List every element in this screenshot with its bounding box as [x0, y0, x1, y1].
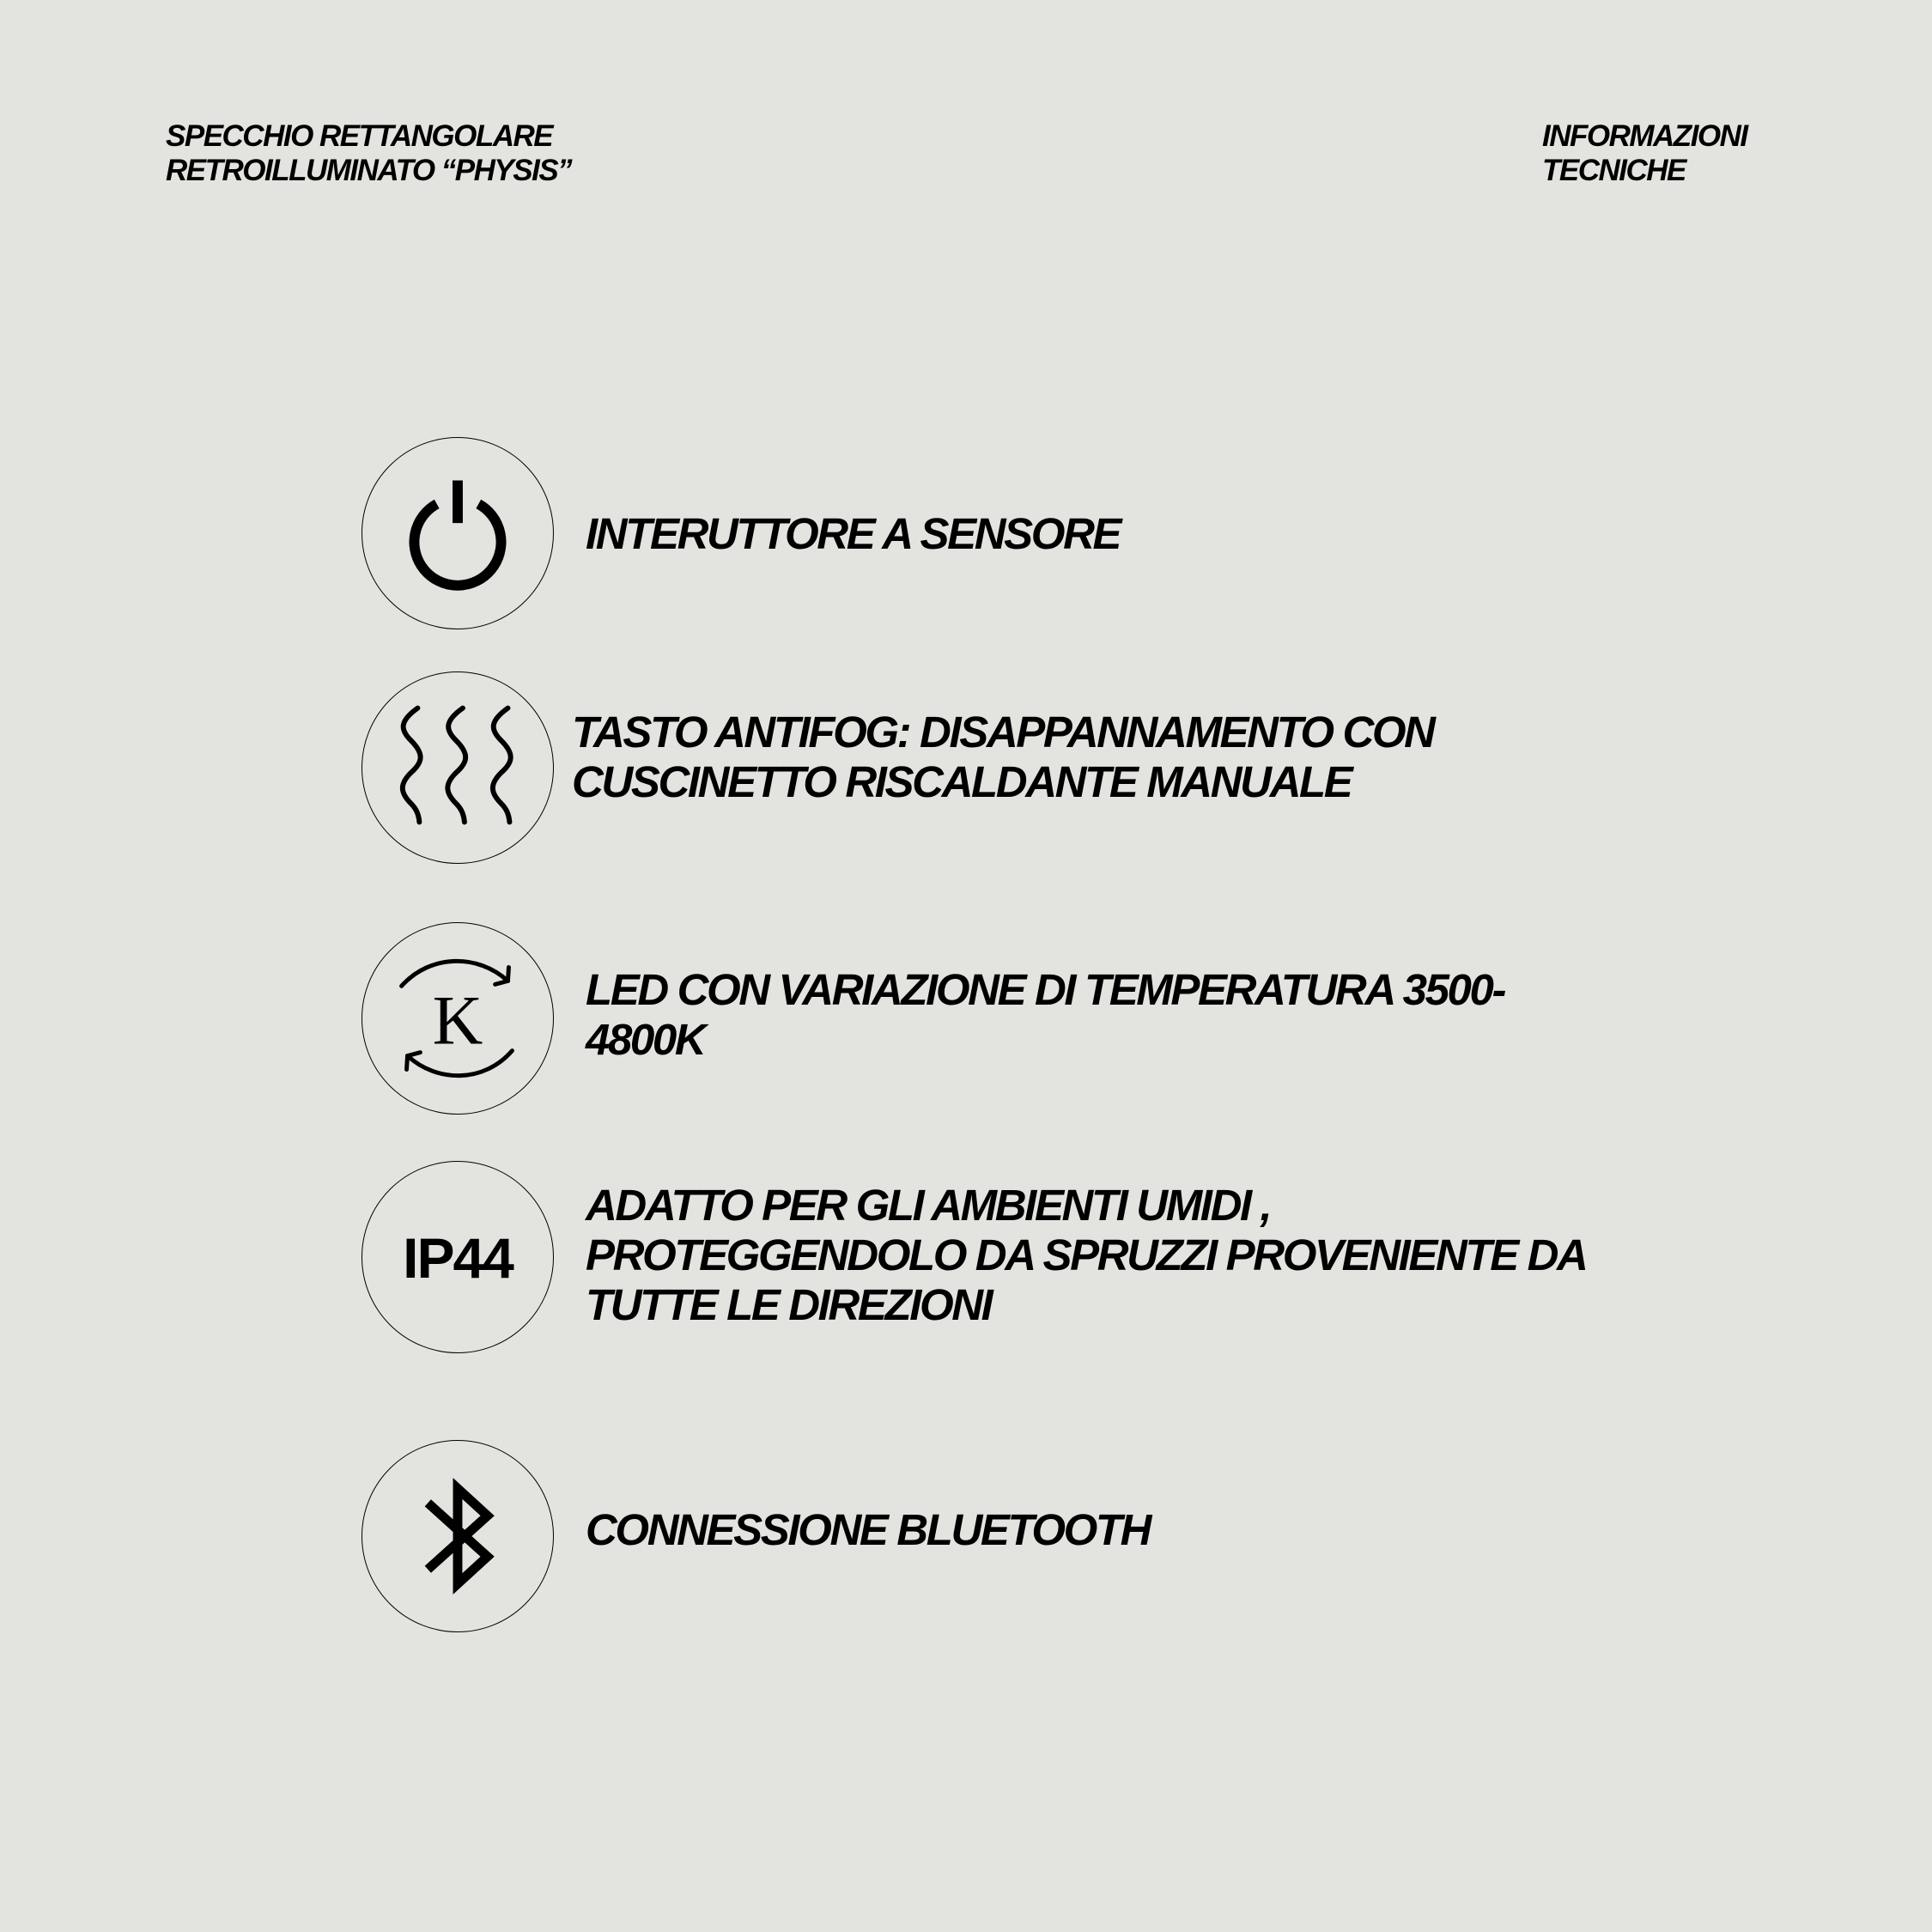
feature-line: LED CON VARIAZIONE DI TEMPERATURA 3500-: [586, 965, 1505, 1014]
feature-line: TASTO ANTIFOG: DISAPPANNAMENTO CON: [572, 708, 1434, 756]
product-title-line: RETROILLUMINATO “PHYSIS”: [166, 154, 572, 187]
feature-ip44-text: [586, 1181, 1586, 1330]
ip44-icon: [361, 1161, 554, 1353]
feature-line: CUSCINETTO RISCALDANTE MANUALE: [572, 757, 1352, 806]
bluetooth-icon: [361, 1440, 554, 1632]
feature-line: 4800K: [586, 1015, 705, 1064]
feature-antifog-text: [572, 708, 1434, 807]
power-icon: [361, 437, 554, 629]
feature-line: CONNESSIONE BLUETOOTH: [586, 1505, 1151, 1554]
feature-line: TUTTE LE DIREZIONI: [586, 1280, 992, 1329]
section-title-line: INFORMAZIONI: [1542, 119, 1747, 153]
color-temperature-icon: [361, 922, 554, 1115]
product-title: [166, 119, 571, 188]
product-title-line: SPECCHIO RETTANGOLARE: [166, 119, 553, 153]
feature-line: PROTEGGENDOLO DA SPRUZZI PROVENIENTE DA: [586, 1230, 1587, 1279]
temperature-k-label: K: [432, 981, 483, 1060]
feature-line: ADATTO PER GLI AMBIENTI UMIDI ,: [586, 1181, 1271, 1230]
section-title-line: TECNICHE: [1542, 154, 1686, 187]
feature-bluetooth-text: [586, 1505, 1150, 1555]
feature-line: INTERUTTORE A SENSORE: [586, 509, 1121, 558]
section-title: [1542, 119, 1747, 188]
ip44-label: IP44: [403, 1226, 513, 1290]
feature-sensor-switch-text: [586, 509, 1120, 559]
feature-led-temperature-text: [586, 965, 1504, 1065]
heat-waves-icon: [361, 671, 554, 864]
